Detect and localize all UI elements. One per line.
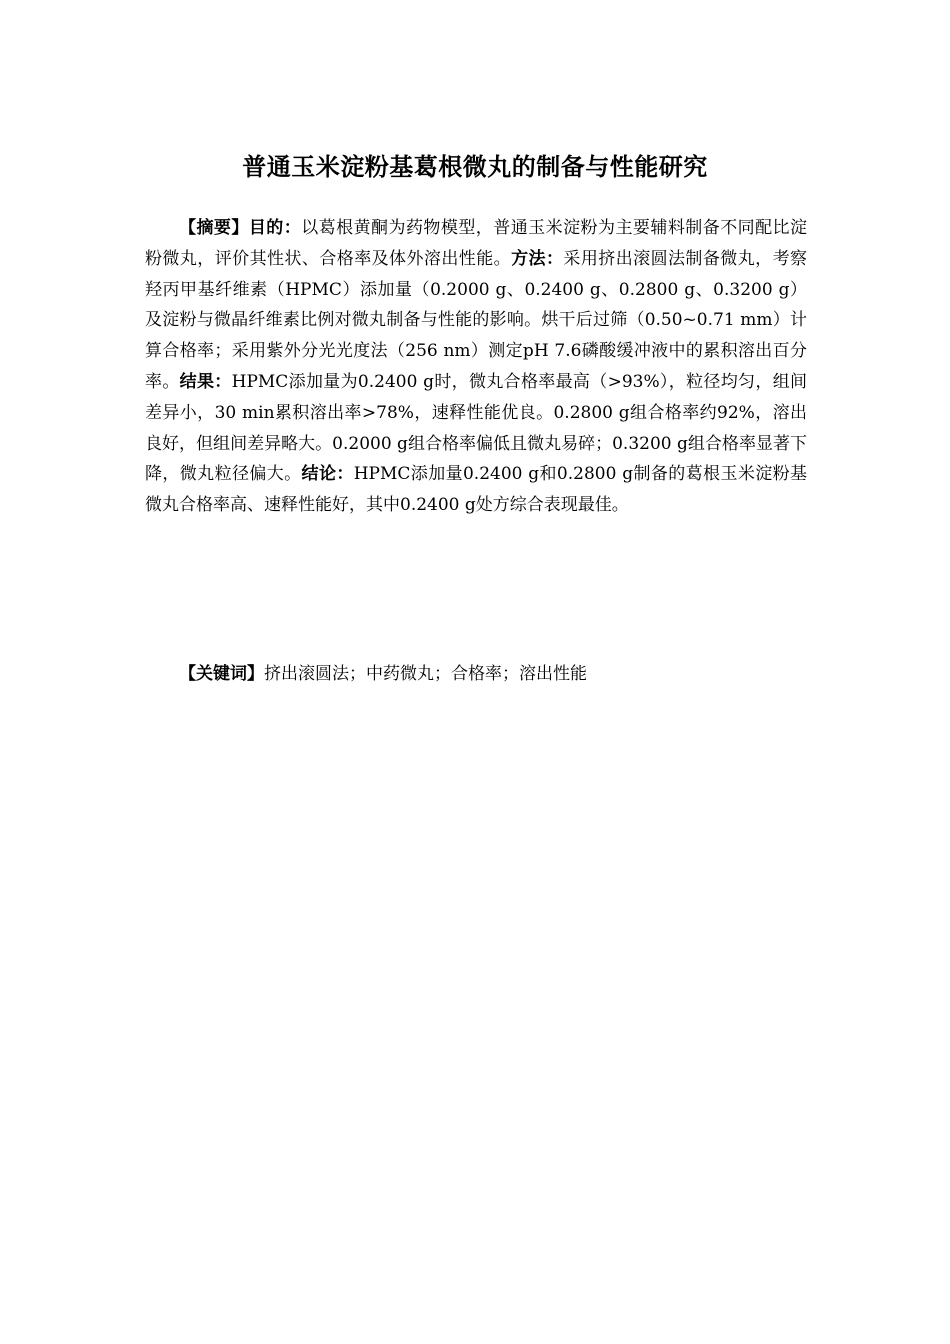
objective-text: 以葛根黄酮为药物模型，普通玉米淀粉为主要辅料制备不同配比淀粉微丸，评价其性状、合格率及体外溶出性能。	[145, 218, 808, 269]
methods-text: 采用挤出滚圆法制备微丸，考察羟丙甲基纤维素（HPMC）添加量（0.2000 g、0.2400 g、0.2800 g、0.3200 g）及淀粉与微晶纤维素比例对微丸制备与性能的影响。烘干后过筛（0.50~0.71 mm）计算合格率；采用紫外分光光度法（256 nm）测定pH 7.6磷酸缓冲液中的累积溶出百分率。	[145, 248, 808, 392]
objective-label: 目的：	[248, 218, 302, 238]
abstract-paragraph	[145, 213, 807, 521]
keywords-text: 挤出滚圆法；中药微丸；合格率；溶出性能	[264, 664, 587, 684]
paper-title: 普通玉米淀粉基葛根微丸的制备与性能研究	[242, 153, 708, 181]
conclusion-text: HPMC添加量0.2400 g和0.2800 g制备的葛根玉米淀粉基微丸合格率高、速释性能好，其中0.2400 g处方综合表现最佳。	[145, 464, 808, 516]
keywords-paragraph	[145, 659, 807, 689]
abstract-label: 【摘要】	[179, 218, 249, 238]
results-label: 结果：	[179, 371, 232, 392]
keywords-label: 【关键词】	[179, 664, 264, 684]
methods-label: 方法：	[511, 248, 564, 269]
results-text: HPMC添加量为0.2400 g时，微丸合格率最高（>93%），粒径均匀，组间差异小，30 min累积溶出率>78%，速释性能优良。0.2800 g组合格率约92%，溶出良好，但组间差异略大。0.2000 g组合格率偏低且微丸易碎；0.3200 g组合格率显著下降，微丸粒径偏大。	[145, 371, 808, 485]
conclusion-label: 结论：	[301, 464, 354, 485]
